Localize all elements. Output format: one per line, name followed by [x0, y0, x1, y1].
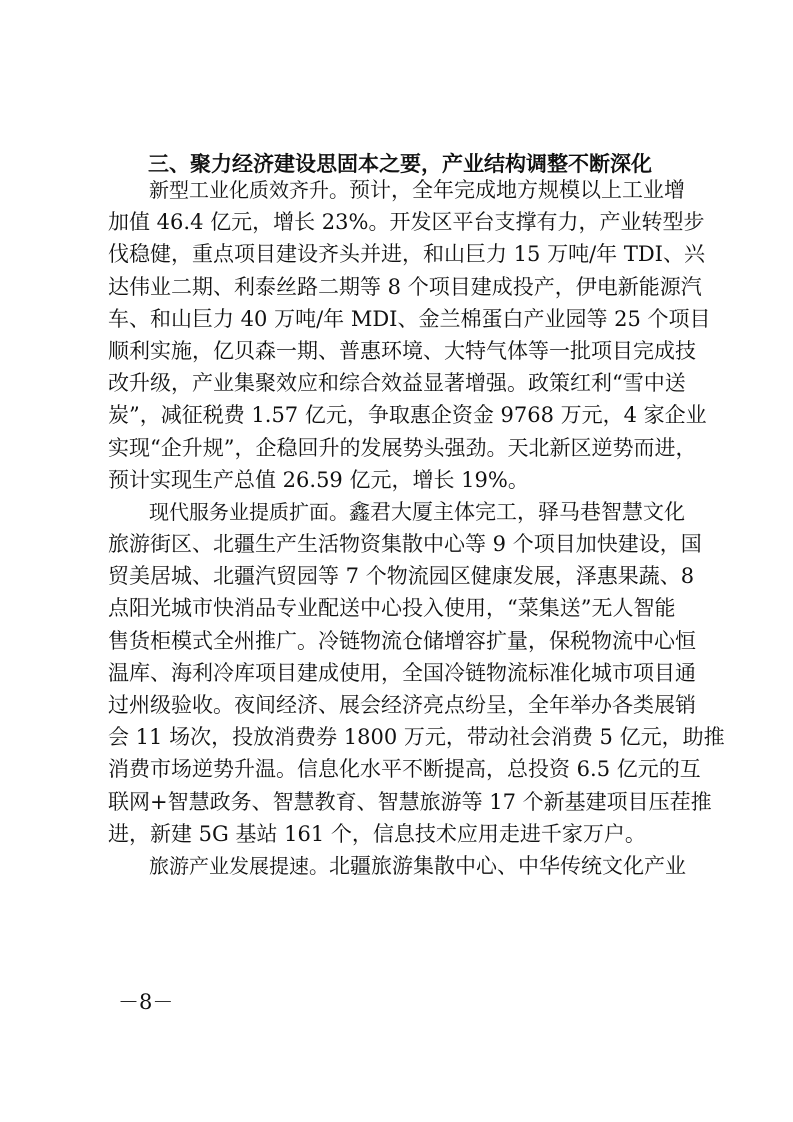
- line-text: 北疆旅游集散中心、中华传统文化产业: [329, 853, 686, 878]
- text-line: 加值 46.4 亿元，增长 23%。开发区平台支撑有力，产业转型步: [108, 210, 705, 235]
- line-text: 鑫君大厦主体完工，驿马巷智慧文化: [349, 499, 685, 524]
- paragraph-lead: 现代服务业提质扩面。: [149, 499, 349, 524]
- text-line: 顺利实施，亿贝森一期、普惠环境、大特气体等一批项目完成技: [108, 338, 696, 363]
- text-line: [108, 496, 698, 528]
- text-line: 消费市场逆势升温。信息化水平不断提高，总投资 6.5 亿元的互: [108, 757, 701, 782]
- text-line: 会 11 场次，投放消费券 1800 万元，带动社会消费 5 亿元，助推: [108, 725, 725, 750]
- text-line: 改升级，产业集聚效应和综合效益显著增强。政策红利“雪中送: [108, 371, 686, 396]
- text-line: [108, 174, 698, 206]
- text-line: 点阳光城市快消品专业配送中心投入使用，“菜集送”无人智能: [108, 596, 676, 621]
- text-line: 联网+智慧政务、智慧教育、智慧旅游等 17 个新基建项目压茬推: [108, 789, 712, 814]
- text-line: 售货柜模式全州推广。冷链物流仓储增容扩量，保税物流中心恒: [108, 628, 696, 653]
- text-line: 车、和山巨力 40 万吨/年 MDI、金兰棉蛋白产业园等 25 个项目: [108, 306, 711, 331]
- text-line: 进，新建 5G 基站 161 个，信息技术应用走进千家万户。: [108, 821, 646, 846]
- text-line: 炭”，减征税费 1.57 亿元，争取惠企资金 9768 万元，4 家企业: [108, 403, 707, 428]
- text-line: 旅游街区、北疆生产生活物资集散中心等 9 个项目加快建设，国: [108, 532, 702, 557]
- line-text: 预计，全年完成地方规模以上工业增: [349, 178, 685, 202]
- text-line: 达伟业二期、利泰丝路二期等 8 个项目建成投产，伊电新能源汽: [108, 274, 702, 299]
- section-heading: 三、聚力经济建设思固本之要，产业结构调整不断深化: [148, 152, 652, 176]
- text-line: 过州级验收。夜间经济、展会经济亮点纷呈，全年举办各类展销: [108, 693, 696, 717]
- text-line: 实现“企升规”，企稳回升的发展势头强劲。天北新区逆势而进，: [108, 435, 697, 460]
- text-line: 温库、海利冷库项目建成使用，全国冷链物流标准化城市项目通: [108, 660, 696, 685]
- body-text: [108, 174, 725, 882]
- paragraph-lead: 新型工业化质效齐升。: [149, 178, 349, 202]
- page-number: －8－: [118, 990, 174, 1014]
- paragraph-lead: 旅游产业发展提速。: [149, 853, 329, 878]
- text-line: 伐稳健，重点项目建设齐头并进，和山巨力 15 万吨/年 TDI、兴: [108, 242, 705, 267]
- text-line: 预计实现生产总值 26.59 亿元，增长 19%。: [108, 467, 529, 492]
- text-line: 贸美居城、北疆汽贸园等 7 个物流园区健康发展，泽惠果蔬、8: [108, 564, 695, 589]
- text-line: [108, 850, 698, 882]
